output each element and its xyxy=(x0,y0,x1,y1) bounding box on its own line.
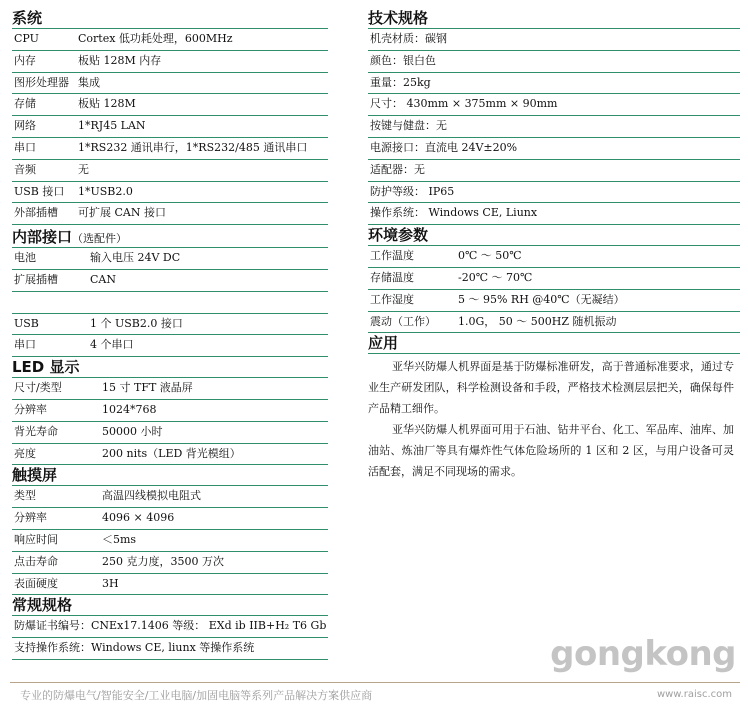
spec-row xyxy=(12,400,328,422)
spec-value: 操作系统： Windows CE, Liunx xyxy=(370,206,538,220)
spec-key: 音频 xyxy=(14,162,36,176)
spec-row xyxy=(368,29,740,51)
spec-value: 50000 小时 xyxy=(102,424,163,438)
spec-row xyxy=(12,314,328,336)
spec-row xyxy=(368,160,740,182)
spec-value: 1*RJ45 LAN xyxy=(78,119,146,133)
spec-row xyxy=(12,203,328,225)
spec-row xyxy=(12,508,328,530)
spec-row xyxy=(368,116,740,138)
spec-key: 串口 xyxy=(14,338,36,352)
spec-value: 1*USB2.0 xyxy=(78,184,133,198)
section-title-application: 应用 xyxy=(368,333,740,354)
section-title-environment: 环境参数 xyxy=(368,225,740,246)
spec-key: USB xyxy=(14,316,39,330)
spec-value: Cortex 低功耗处理，600MHz xyxy=(78,32,233,45)
interface-note: （选配件） xyxy=(72,232,128,246)
spec-value: 3H xyxy=(102,576,119,590)
spec-row xyxy=(368,203,740,225)
led-spec-list xyxy=(12,378,328,465)
spec-value: 防护等级： IP65 xyxy=(370,184,455,198)
spec-row xyxy=(368,182,740,204)
left-column xyxy=(12,8,328,660)
spec-value: 5 ～ 95% RH @40℃（无凝结） xyxy=(458,292,625,306)
section-title-internal-interface xyxy=(12,227,328,248)
spec-value: 输入电压 24V DC xyxy=(90,251,181,265)
interface-spec-list xyxy=(12,248,328,357)
application-paragraph-1: 亚华兴防爆人机界面是基于防爆标准研发，高于普通标准要求，通过专业生产研发团队，科学检测设备和手段，严格技术检测层层把关，确保每件产品精工细作。 xyxy=(368,360,734,416)
spec-value: 板贴 128M xyxy=(78,97,136,111)
touch-spec-list xyxy=(12,486,328,595)
spec-value: 1.0G， 50 ～ 500HZ 随机振动 xyxy=(458,314,617,328)
spec-row xyxy=(12,73,328,95)
spec-row xyxy=(12,574,328,596)
spec-row xyxy=(12,616,328,638)
spec-key: 工作温度 xyxy=(370,249,414,263)
spec-row xyxy=(368,73,740,95)
spec-key: 点击寿命 xyxy=(14,554,58,568)
spec-row xyxy=(368,246,740,268)
spec-row xyxy=(368,312,740,334)
spec-value: 0℃ ～ 50℃ xyxy=(458,249,522,263)
watermark-logo: gongkong xyxy=(550,634,736,674)
spec-key: 内存 xyxy=(14,53,36,67)
spec-row xyxy=(12,248,328,270)
spec-value: 防爆证书编号：CNEx17.1406 等级： EXd ib IIB+H₂ T6 Gb xyxy=(14,619,327,633)
spec-key: 震动（工作） xyxy=(370,314,436,328)
application-paragraph-2: 亚华兴防爆人机界面可用于石油、钻井平台、化工、军品库、油库、加油站、炼油厂等具有爆炸性气体危险场所的 1 区和 2 区，与用户设备可灵活配套，满足不同现场的需求。 xyxy=(368,423,734,479)
section-title-led: LED 显示 xyxy=(12,357,328,378)
spec-key: 响应时间 xyxy=(14,532,58,546)
spec-row xyxy=(12,378,328,400)
spec-key: 存储 xyxy=(14,97,36,111)
spec-key: 网络 xyxy=(14,119,36,133)
spec-row xyxy=(12,638,328,660)
spec-key: USB 接口 xyxy=(14,184,65,198)
spec-value: 1 个 USB2.0 接口 xyxy=(90,316,183,330)
section-title-tech: 技术规格 xyxy=(368,8,740,29)
spec-key: 表面硬度 xyxy=(14,576,58,590)
spec-key: CPU xyxy=(14,32,39,45)
spec-value: 可扩展 CAN 接口 xyxy=(78,206,166,220)
spec-key: 电池 xyxy=(14,251,36,265)
spec-key: 类型 xyxy=(14,489,36,503)
spec-key: 外部插槽 xyxy=(14,206,58,220)
spec-value: 200 nits（LED 背光模组） xyxy=(102,446,241,460)
spec-key: 分辨率 xyxy=(14,511,47,525)
spec-row xyxy=(12,530,328,552)
spec-key: 工作湿度 xyxy=(370,292,414,306)
spec-value: 1*RS232 通讯串行，1*RS232/485 通讯串口 xyxy=(78,140,308,154)
spec-row xyxy=(368,138,740,160)
spec-row xyxy=(368,51,740,73)
spec-value: 250 克力度，3500 万次 xyxy=(102,554,224,568)
spec-value: 1024*768 xyxy=(102,402,157,416)
spec-row xyxy=(12,552,328,574)
spec-row xyxy=(12,116,328,138)
spec-row xyxy=(12,160,328,182)
spec-key: 亮度 xyxy=(14,446,36,460)
spec-key: 存储温度 xyxy=(370,270,414,284)
spec-row xyxy=(368,290,740,312)
spec-value: 尺寸： 430mm × 375mm × 90mm xyxy=(370,97,558,111)
spec-value: 支持操作系统：Windows CE, liunx 等操作系统 xyxy=(14,641,255,655)
right-column xyxy=(368,8,740,482)
section-title-touch: 触摸屏 xyxy=(12,465,328,486)
spec-value: 4 个串口 xyxy=(90,338,134,352)
spec-row xyxy=(12,486,328,508)
spec-value: -20℃ ～ 70℃ xyxy=(458,270,533,284)
spec-value: 适配器：无 xyxy=(370,162,425,176)
spec-row xyxy=(12,422,328,444)
tech-spec-list xyxy=(368,29,740,225)
footer-divider xyxy=(10,682,740,683)
spec-key: 分辨率 xyxy=(14,402,47,416)
spec-key: 串口 xyxy=(14,140,36,154)
spec-key: 背光寿命 xyxy=(14,424,58,438)
spec-value: ＜5ms xyxy=(102,532,137,546)
spec-value: 15 寸 TFT 液晶屏 xyxy=(102,381,193,395)
spec-value: 板贴 128M 内存 xyxy=(78,53,162,67)
spec-row xyxy=(12,94,328,116)
spec-value: 电源接口：直流电 24V±20% xyxy=(370,140,518,154)
spec-row xyxy=(368,94,740,116)
spec-value: 颜色：银白色 xyxy=(370,53,436,67)
spec-row xyxy=(368,268,740,290)
footer-url: www.raisc.com xyxy=(656,689,732,700)
footer-tagline: 专业的防爆电气/智能安全/工业电脑/加固电脑等系列产品解决方案供应商 xyxy=(20,689,373,702)
spec-value: 集成 xyxy=(78,75,100,89)
section-title-system: 系统 xyxy=(12,8,328,29)
spec-key: 尺寸/类型 xyxy=(14,381,62,395)
section-title-general: 常规规格 xyxy=(12,595,328,616)
spec-row xyxy=(12,182,328,204)
system-spec-list xyxy=(12,29,328,225)
spec-row xyxy=(12,444,328,466)
spec-value: 重量：25kg xyxy=(370,75,431,89)
spec-value: CAN xyxy=(90,272,116,286)
spec-row xyxy=(12,138,328,160)
spec-key: 图形处理器 xyxy=(14,75,69,89)
spec-key: 扩展插槽 xyxy=(14,272,58,286)
environment-spec-list xyxy=(368,246,740,333)
spec-row xyxy=(12,292,328,314)
spec-row xyxy=(12,335,328,357)
spec-value: 4096 × 4096 xyxy=(102,511,175,525)
spec-value: 机壳材质：碳钢 xyxy=(370,32,447,45)
interface-title: 内部接口 xyxy=(12,228,73,247)
general-spec-list xyxy=(12,616,328,660)
spec-row xyxy=(12,270,328,292)
spec-row xyxy=(12,51,328,73)
spec-value: 高温四线模拟电阻式 xyxy=(102,489,201,503)
spec-value: 按键与健盘：无 xyxy=(370,119,447,133)
spec-value: 无 xyxy=(78,162,89,176)
spec-row xyxy=(12,29,328,51)
